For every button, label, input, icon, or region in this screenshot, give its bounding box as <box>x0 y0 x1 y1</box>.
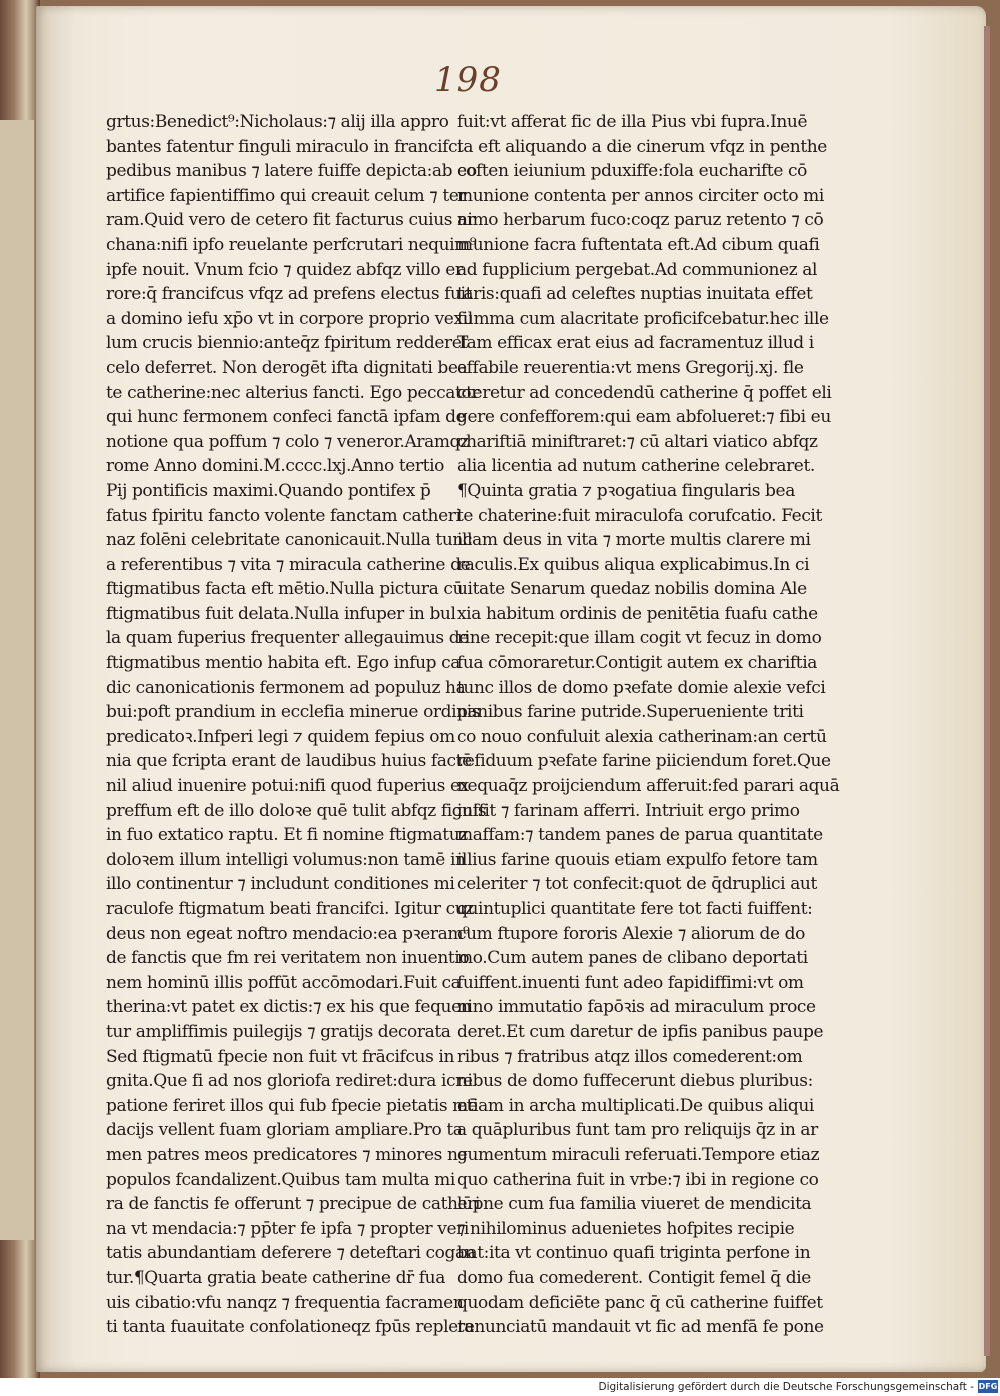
right-text-column <box>457 110 857 1340</box>
text-line: fatus fpiritu fancto volente fanctam catheri <box>106 505 461 526</box>
footer-bar <box>0 1378 1000 1396</box>
text-line: Sed ftigmatū fpecie non fuit vt frācifcus in <box>106 1046 455 1067</box>
page-binding-edge <box>984 26 990 1356</box>
text-line: pedibus manibus ⁊ latere fuiffe depicta:ab eo <box>106 161 477 182</box>
text-line: gnita.Que fi ad nos gloriofa rediret:dura icre <box>106 1071 473 1092</box>
text-line: chana:nifi ipfo reuelante perfcrutari nequim⁹ <box>106 234 477 255</box>
previous-page-text-fragment <box>2 120 32 1240</box>
text-line: nibus de domo fuffecerunt diebus pluribus: <box>457 1071 813 1092</box>
text-line: a referentibus ⁊ vita ⁊ miracula catherine de <box>106 554 471 575</box>
text-line: de fanctis que fm rei veritatem non inuentio <box>106 948 470 969</box>
text-line: quintuplici quantitate fere tot facti fuiffent: <box>457 899 813 919</box>
text-line: tunc illos de domo pꝛefate domie alexie vefci <box>457 677 826 698</box>
text-line: fuit:vt afferat fic de illa Pius vbi fupra.Inuē <box>457 112 808 132</box>
text-line: xia habitum ordinis de penitētia fuafu cathe <box>457 603 818 624</box>
text-line: ta eft aliquando a die cinerum vfqz in penthe <box>457 136 827 157</box>
text-line: celeriter ⁊ tot confecit:quot de q̄druplici aut <box>457 874 817 895</box>
text-line: Tam efficax erat eius ad facramentuz illud i <box>457 333 814 354</box>
dfg-logo: DFG <box>978 1382 998 1391</box>
text-line: na vt mendacia:⁊ pp̄ter fe ipfa ⁊ propter veri <box>106 1218 469 1239</box>
text-line: in fuo extatico raptu. Et fi nomine ftigmatuz <box>106 825 468 846</box>
text-line: nino immutatio fapōꝛis ad miraculum proce <box>457 997 816 1018</box>
text-line: munione contenta per annos circiter octo mi <box>457 185 824 206</box>
text-line: renunciatū mandauit vt fic ad menfā fe pone <box>457 1317 824 1338</box>
text-line: co nouo confuluit alexia catherinam:an certū <box>457 726 827 747</box>
text-line: effabile reuerentia:vt mens Gregorij.xj. fle <box>457 357 804 378</box>
text-line: nem hominū illis poffūt accōmodari.Fuit ca <box>106 972 461 993</box>
text-line: ftigmatibus facta eft mētio.Nulla pictura cū <box>106 579 464 600</box>
text-line: deus non egeat noftro mendacio:ea pꝛeram⁹ <box>106 923 470 944</box>
text-line: rore:q̄ francifcus vfqz ad prefens electus fuit <box>106 284 473 305</box>
text-line: qui hunc fermonem confeci fanctā ipfam de <box>106 407 466 428</box>
text-line: ram.Quid vero de cetero fit facturus cuius ar <box>106 210 475 231</box>
text-line: quo catherina fuit in vrbe:⁊ ibi in regione co <box>457 1169 819 1190</box>
text-line: doloꝛem illum intelligi volumus:non tamē in <box>106 849 466 870</box>
text-line: te chaterine:fuit miraculofa corufcatio. Fecit <box>457 505 822 526</box>
text-line: cteretur ad concedendū catherine q̄ poffet eli <box>457 382 832 403</box>
text-line: predicatoꝛ.Infperi legi ⁊ quidem fepius om <box>106 726 455 747</box>
text-line: deret.Et cum daretur de ipfis panibus paupe <box>457 1021 824 1042</box>
text-line: refiduum pꝛefate farine piiciendum foret.Que <box>457 751 831 772</box>
text-line: nia que fcripta erant de laudibus huius factē <box>106 751 472 772</box>
text-line: ribus ⁊ fratribus atqz illos comederent:om <box>457 1046 803 1067</box>
text-line: chariftiā miniftraret:⁊ cū altari viatico abfqz <box>457 431 818 452</box>
text-line: la quam fuperius frequenter allegauimus de <box>106 628 469 649</box>
text-line: Pij pontificis maximi.Quando pontifex p̄ <box>106 480 431 501</box>
text-line: grtus:Benedict⁹:Nicholaus:⁊ alij illa appro <box>106 112 449 132</box>
text-line: ti tanta fuauitate confolationeqz fpūs repleta <box>106 1317 474 1338</box>
text-line: ⁊ nihilominus aduenietes hofpites recipie <box>457 1218 795 1239</box>
text-line: gere confefforem:qui eam abfolueret:⁊ fibi eu <box>457 407 831 428</box>
text-line: nequaq̄z proijciendum afferuit:fed parari aquā <box>457 776 840 797</box>
text-line: raculofe ftigmatum beati francifci. Igitur cuz <box>106 899 474 919</box>
text-line: tur.¶Quarta gratia beate catherine dr̄ fua <box>106 1267 445 1288</box>
text-line: rome Anno domini.M.cccc.lxj.Anno tertio <box>106 456 444 477</box>
text-line: taris:quafi ad celeftes nuptias inuitata effet <box>457 284 813 305</box>
text-line: mo.Cum autem panes de clibano deportati <box>457 948 808 969</box>
text-line: fua cōmoraretur.Contigit autem ex chariftia <box>457 653 818 674</box>
text-line: a quāpluribus funt tam pro reliquijs q̄z in ar <box>457 1120 818 1141</box>
text-line: alia licentia ad nutum catherine celebraret. <box>457 456 815 477</box>
left-text-column <box>106 110 486 1340</box>
text-line: lum crucis biennio:anteq̄z fpiritum redderet <box>106 333 468 354</box>
text-line: fumma cum alacritate proficifcebatur.hec ille <box>457 308 829 329</box>
text-line: men patres meos predicatores ⁊ minores ne <box>106 1144 468 1165</box>
text-line: gumentum miraculi referuati.Tempore etiaz <box>457 1144 820 1165</box>
text-line: domo fua comederent. Contigit femel q̄ die <box>457 1267 811 1288</box>
text-line: bui:poft prandium in ecclefia minerue ordinis <box>106 702 481 723</box>
text-line: panibus farine putride.Superueniente triti <box>457 702 804 723</box>
text-line: quodam deficiēte panc q̄ cū catherine fuiffet <box>457 1292 823 1313</box>
text-line: maffam:⁊ tandem panes de parua quantitate <box>457 825 823 846</box>
text-line: ftigmatibus fuit delata.Nulla infuper in bul <box>106 603 456 624</box>
text-line: bat:ita vt continuo quafi triginta perfone in <box>457 1243 811 1264</box>
text-line: dacijs vellent fuam gloriam ampliare.Pro ta <box>106 1120 463 1141</box>
text-line: ipfe nouit. Vnum fcio ⁊ quidez abfqz villo er <box>106 259 463 280</box>
text-line: notione qua poffum ⁊ colo ⁊ veneror.Aramqz <box>106 431 469 452</box>
text-line: ftigmatibus mentio habita eft. Ego infup ca <box>106 653 461 674</box>
text-line: uis cibatio:vfu nanqz ⁊ frequentia facramen <box>106 1292 464 1313</box>
text-line: tatis abundantiam deferere ⁊ deteftari cogan <box>106 1243 476 1264</box>
text-line: celo deferret. Non derogēt ifta dignitati bea <box>106 357 468 378</box>
text-line: therina:vt patet ex dictis:⁊ ex his que fequen <box>106 997 472 1018</box>
text-line: naz folēni celebritate canonicauit.Nulla tunc <box>106 530 473 551</box>
text-line: tur ampliffimis puilegijs ⁊ gratijs decorata <box>106 1021 451 1042</box>
text-line: te catherine:nec alterius fancti. Ego peccator <box>106 382 479 403</box>
text-line: coften ieiunium pduxiffe:fola eucharifte cō <box>457 161 807 182</box>
text-line: illo continentur ⁊ includunt conditiones mi <box>106 874 455 895</box>
text-line: illius farine quouis etiam expulfo fetore tam <box>457 849 818 870</box>
text-line: patione feriret illos qui fub fpecie pietatis mē <box>106 1095 478 1116</box>
text-line: ra de fanctis fe offerunt ⁊ precipue de catheri <box>106 1194 480 1215</box>
text-line: ¶Quinta gratia ⁊ pꝛogatiua fingularis bea <box>457 480 795 501</box>
footer-credit: Digitalisierung gefördert durch die Deutsche Forschungsgemeinschaft - <box>598 1381 974 1393</box>
text-line: nimo herbarum fuco:coqz paruz retento ⁊ cō <box>457 210 824 231</box>
text-line: rine recepit:que illam cogit vt fecuz in domo <box>457 628 822 649</box>
text-line: cum ftupore fororis Alexie ⁊ aliorum de do <box>457 923 805 944</box>
text-line: artifice fapientiffimo qui creauit celum ⁊ ter <box>106 185 467 206</box>
folio-number: 198 <box>434 60 502 100</box>
text-line: preffum eft de illo doloꝛe quē tulit abfqz fignis <box>106 800 486 821</box>
text-line: populos fcandalizent.Quibus tam multa mi <box>106 1169 455 1190</box>
text-line: nil aliud inuenire potui:nifi quod fuperius ex <box>106 776 469 797</box>
previous-page-edge <box>0 120 34 1240</box>
text-line: bantes fatentur finguli miraculo in francifci <box>106 136 463 157</box>
text-line: ad fupplicium pergebat.Ad communionez al <box>457 259 818 280</box>
text-line: munione facra fuftentata eft.Ad cibum quafi <box>457 234 820 255</box>
text-line: a domino iefu xp̄o vt in corpore proprio vexil <box>106 308 473 329</box>
text-line: raculis.Ex quibus aliqua explicabimus.In ci <box>457 554 810 575</box>
text-line: illam deus in vita ⁊ morte multis clarere mi <box>457 530 811 551</box>
manuscript-page <box>36 6 986 1372</box>
text-line: fuiffent.inuenti funt adeo fapidiffimi:vt om <box>457 972 804 993</box>
text-line: etiam in archa multiplicati.De quibus aliqui <box>457 1095 814 1116</box>
text-line: uitate Senarum quedaz nobilis domina Ale <box>457 579 807 600</box>
text-line: lūpne cum fua familia viueret de mendicita <box>457 1194 812 1215</box>
text-line: iuffit ⁊ farinam afferri. Intriuit ergo primo <box>457 800 800 821</box>
text-line: dic canonicationis fermonem ad populuz ha <box>106 677 466 698</box>
